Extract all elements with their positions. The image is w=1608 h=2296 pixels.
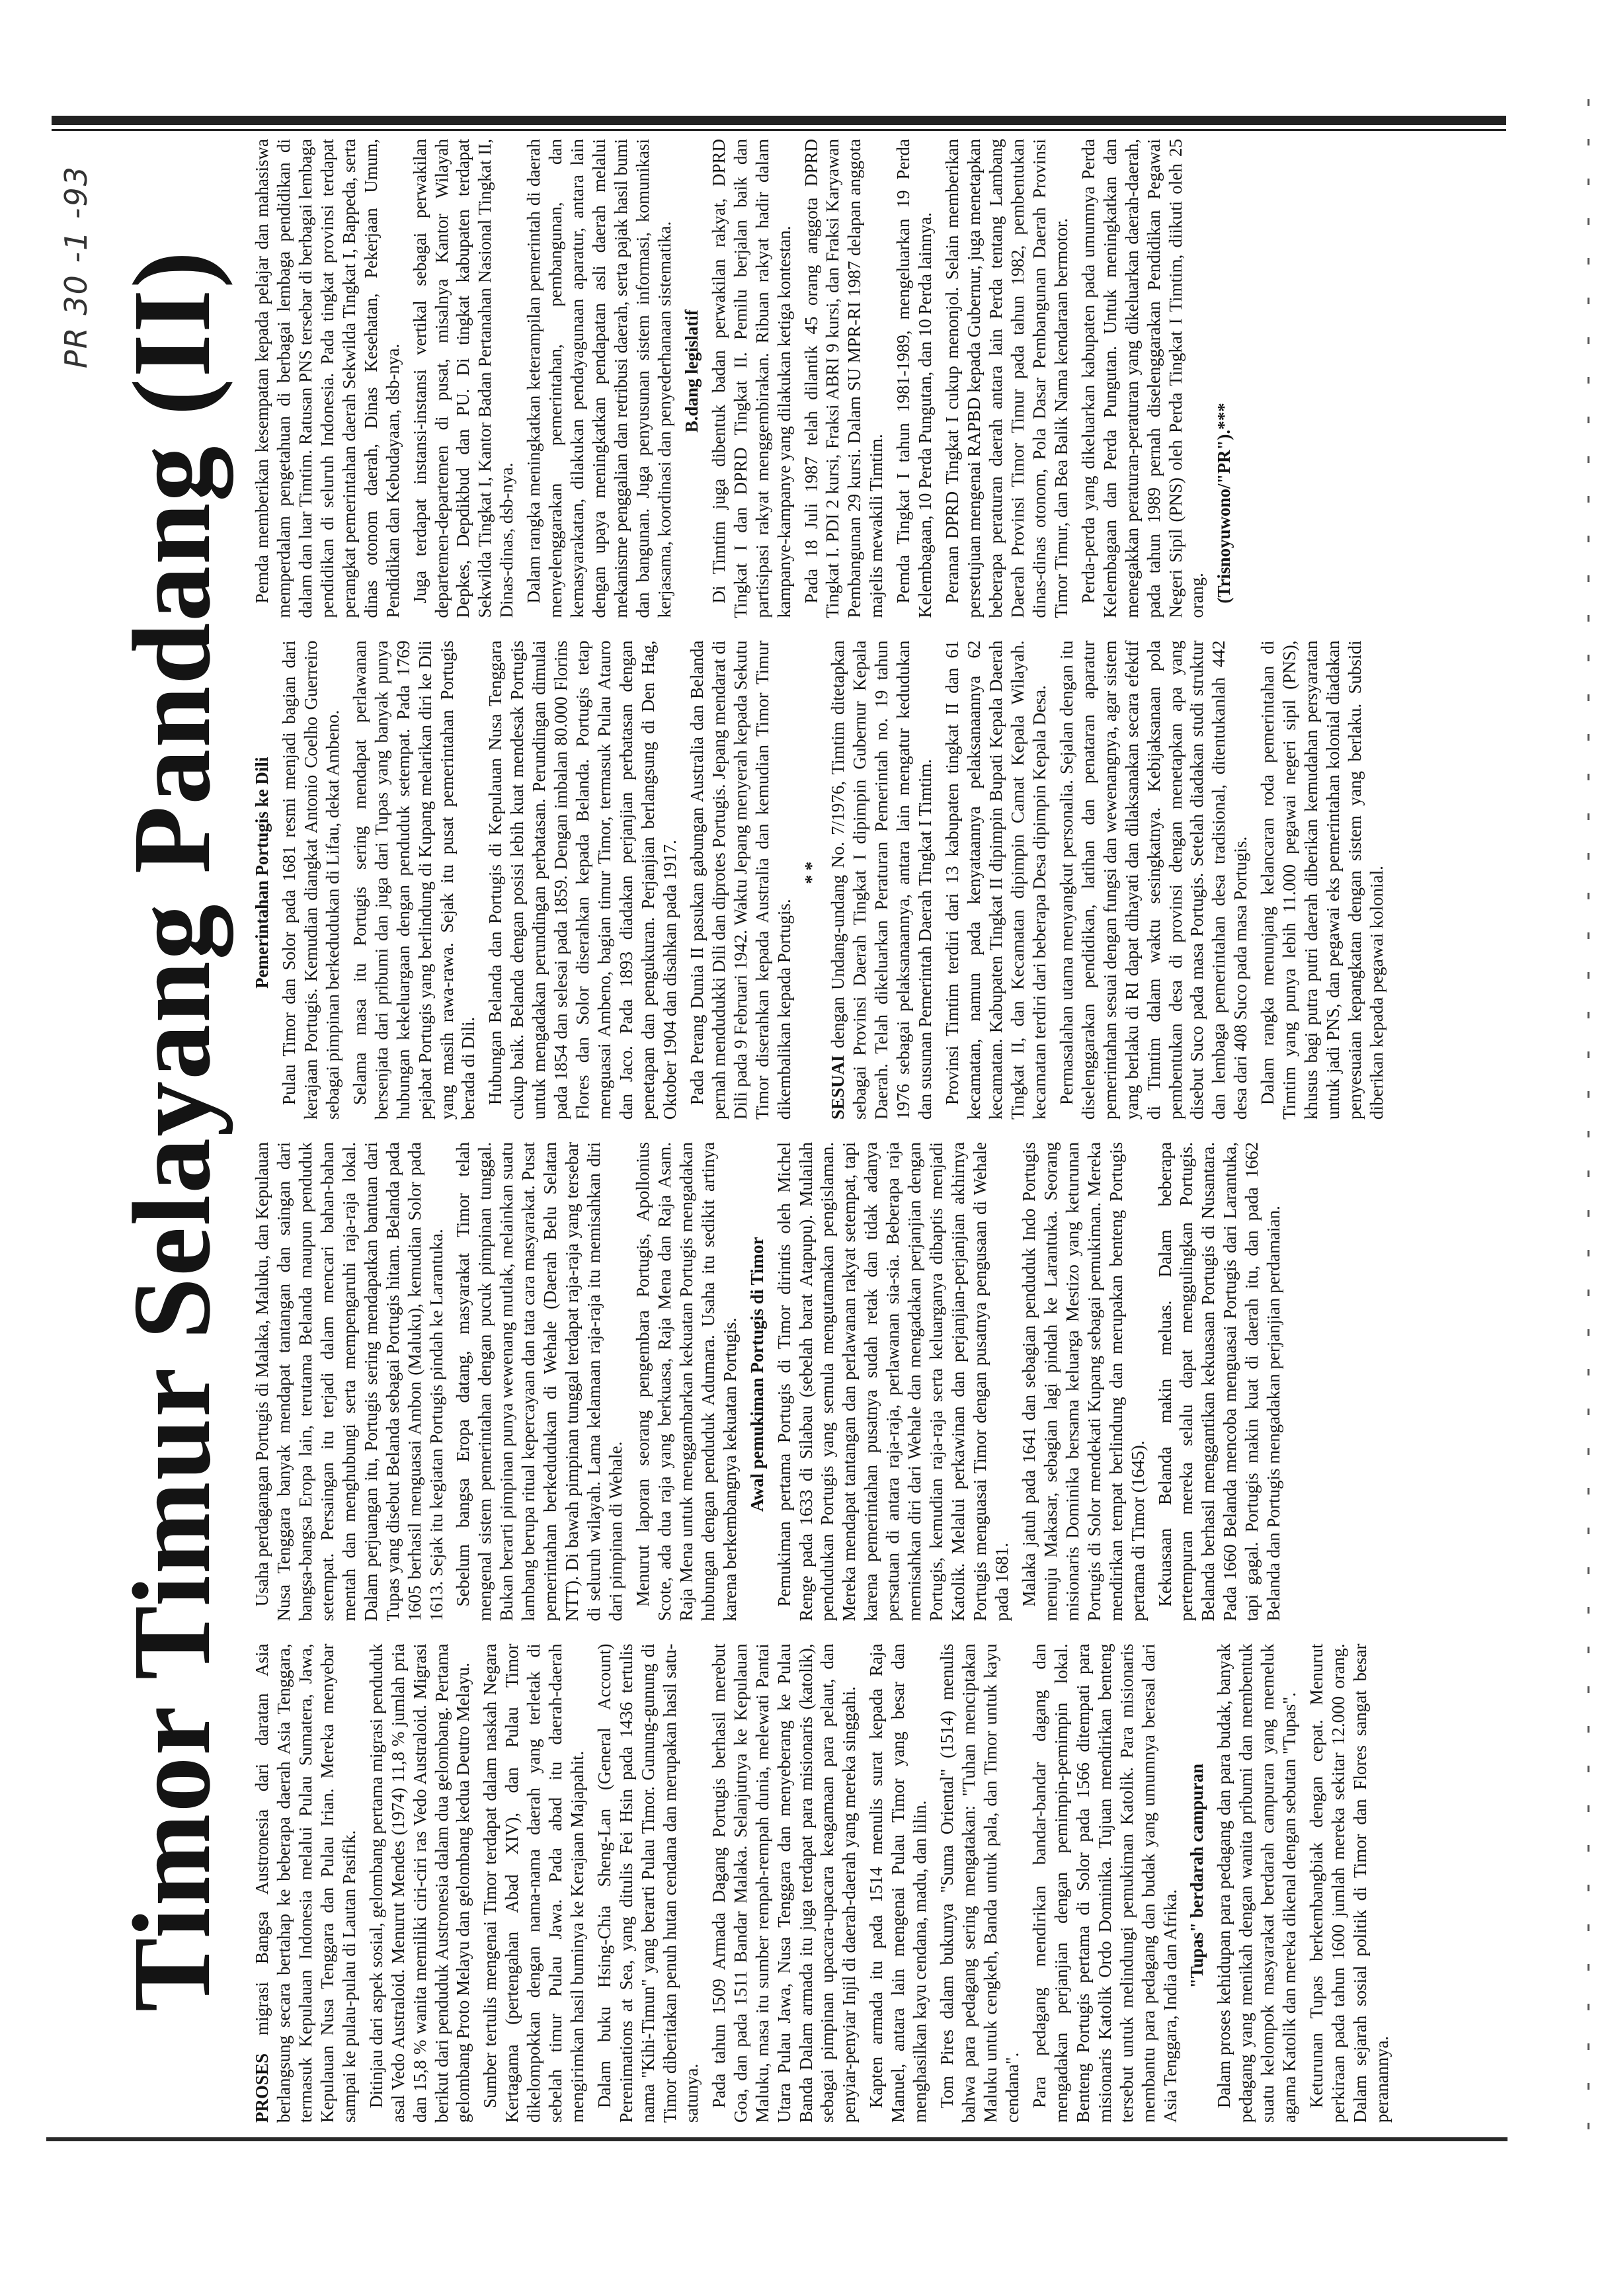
paragraph-text: Selama masa itu Portugis sering mendapat perlawanan bersenjata dari pribumi dan juga dari Tupas yang banyak punya hubungan kekeluargaan dengan penduduk setempat. Pada 1769 pejabat Portugis yang berlindung di Kupang melarikan diri ke Dili yang masih rawa-rawa. Sejak itu pusat pemerintahan Portugis berada di Dili. — [349, 640, 479, 1120]
paragraph — [632, 1142, 741, 1621]
top-rule-thick — [52, 116, 1506, 125]
paragraph — [523, 139, 676, 618]
paragraph — [409, 139, 518, 618]
paragraph — [251, 1644, 360, 2123]
paragraph — [366, 1644, 475, 2123]
paragraph — [827, 641, 936, 1120]
paragraph-text: Dalam proses kehidupan para pedagang dan para budak, banyak pedagang yang menikah dengan wanita pribumi dan membentuk suatu kelompok masyarakat berdarah campuran yang memeluk agama Katolik dan mereka dikenal dengan sebutan "Tupas". — [1214, 1643, 1300, 2123]
paragraph — [942, 641, 1051, 1120]
paragraph-text: Permasalahan utama menyangkut personalia. Sejalan dengan itu diselenggarakan pendidikan, latihan dan penataran aparatur pemerintahan sesuai dengan fungsi dan wewenangnya, agar sistem yang berlaku di RI dapat dihayati dan dilaksanakan secara efektif di Timtim dalam waktu sesingkatnya. Kebijaksanaan pola pembentukan desa di provinsi dengan menetapkan apa yang disebut Suco pada masa Portugis. Setelah diadakan studi struktur dan lembaga pemerintahan desa tradisional, ditentukanlah 442 desa dari 408 Suco pada masa Portugis. — [1056, 640, 1251, 1120]
paragraph-text: Kekuasaan Belanda makin meluas. Dalam beberapa pertempuran mereka selalu dapat menggulingkan Portugis. Belanda berhasil menggantikan kekuasaan Portugis di Nusantara. Pada 1660 Belanda mencoba menguasai Portugis dari Larantuka, tapi gagal. Portugis makin kuat di daerah itu, dan pada 1662 Belanda dan Portugis mengadakan perjanjian perdamaian. — [1154, 1142, 1284, 1621]
paragraph — [251, 139, 404, 618]
section-subhead: Pemerintahan Portugis ke Dili — [252, 757, 272, 989]
rotated-article — [53, 139, 1468, 2123]
paragraph-text: Pada tahun 1509 Armada Dagang Portugis berhasil merebut Goa, dan pada 1511 Bandar Malaka. Selanjutnya ke Kepulauan Maluku, masa itu sumber rempah-rempah dunia, melewati Pantai Utara Pulau Jawa, Nusa Tenggara dan menyeberang ke Pulau Banda Dalam armada itu juga terdapat para misionaris (katolik), sebagai pimpinan upacara-upacara keagamaan para pelaut, dan penyiar-penyiar Injil di daerah-daerah yang mereka singgahi. — [708, 1643, 860, 2123]
paragraph — [251, 1142, 447, 1621]
paragraph — [708, 139, 795, 618]
paragraph-text: Sumber tertulis mengenai Timor terdapat dalam naskah Negara Kertagama (pertengahan Abad XIV), dan Pulau Timor dikelompokkan dengan nama-nama daerah yang terletak di sebelah timur Pulau Jawa. Pada abad itu daerah-daerah mengirimkan hasil buminya ke Kerajaan Majapahit. — [480, 1643, 588, 2123]
paragraph-text: Peranan DPRD Tingkat I cukup menonjol. Selain memberikan persetujuan mengenai RAPBD kepada Gubernur, juga menetapkan beberapa peraturan daerah antara lain Perda tentang Lambang Daerah Provinsi Timor Timur pada tahun 1982, pembentukan dinas-dinas otonom, Pola Dasar Pembangunan Daerah Provinsi Timor Timur, dan Bea Balik Nama kendaraan bermotor. — [942, 139, 1071, 618]
paragraph-text: dengan Undang-undang No. 7/1976, Timtim ditetapkan sebagai Provinsi Daerah Tingkat I dipimpin Gubernur Kepala Daerah. Telah dikeluarkan Peraturan Pemerintah no. 19 tahun 1976 sebagai pelaksanaannya, antara lain mengatur kedudukan dan susunan Pemerintah Daerah Tingkat I Timtim. — [828, 640, 936, 1120]
paragraph — [1029, 1644, 1182, 2123]
section-subhead: B.dang legislatif — [681, 309, 702, 433]
paragraph-text: Para pedagang mendirikan bandar-bandar dagang dan mengadakan perjanjian dengan pemimpin-pemimpin lokal. Benteng Portugis pertama di Solor pada 1566 ditempati para misionaris Katolik Ordo Dominika. Tujuan mendirikan benteng tersebut untuk melindungi pemukiman Katolik. Para misionaris membantu para pedagang dan budak yang umumnya berasal dari Asia Tenggara, India dan Afrika. — [1029, 1643, 1180, 2123]
paragraph — [801, 139, 888, 618]
paragraph-text: Pemda Tingkat I tahun 1981-1989, mengeluarkan 19 Perda Kelembagaan, 10 Perda Pungutan, dan 10 Perda lainnya. — [893, 139, 936, 618]
paragraph-text: Sebelum bangsa Eropa datang, masyarakat Timor telah mengenal sistem pemerintahan dengan pucuk pimpinan tunggal. Bukan berarti pimpinan punya wewenang mutlak, melainkan suatu lambang berupa ritual kepercayaan dan tata cara masyarakat. Pusat pemerintahan berkedudukan di Wehale (Daerah Belu Selatan NTT). Di bawah pimpinan tunggal terdapat raja-raja yang tersebar di seluruh wilayah. Lama kelamaan raja-raja itu memisahkan diri dari pimpinan di Wehale. — [453, 1142, 625, 1621]
paragraph-text: Pemda memberikan kesempatan kepada pelajar dan mahasiswa memperdalam pengetahuan di berbagai lembaga pendidikan di dalam dan luar Timtim. Ratusan PNS tersebar di berbagai lembaga pendidikan di seluruh Indonesia. Pada tingkat provinsi terdapat perangkat pemerintahan daerah Sekwilda Tingkat I, Bappeda, serta dinas otonom daerah, Dinas Kesehatan, Pekerjaan Umum, Pendidikan dan Kebudayaan, dsb-nya. — [252, 139, 403, 618]
paragraph-text: Kapten armada itu pada 1514 menulis surat kepada Raja Manuel, antara lain mengenai Pulau Timor yang besar dan menghasilkan kayu cendana, madu, dan lilin. — [866, 1643, 930, 2123]
paragraph — [1257, 641, 1388, 1120]
paragraph — [1056, 641, 1252, 1120]
paragraph-text: migrasi Bangsa Austronesia dari daratan Asia berlangsung secara bertahap ke beberapa daerah Asia Tenggara, termasuk Kepulauan Indonesia melalui Pulau Sumatera, Jawa, Kepulauan Nusa Tenggara dan Pulau Irian. Mereka menyebar sampai ke pulau-pulau di Lautan Pasifik. — [252, 1643, 359, 2123]
section-subhead: "Tupas" berdarah campuran — [1187, 1763, 1207, 1988]
paragraph-text: Di Timtim juga dibentuk badan perwakilan rakyat, DPRD Tingkat I dan DPRD Tingkat II. Pemilu berjalan baik dan partisipasi rakyat menggembirakan. Ribuan rakyat hadir dalam kampanye-kampanye yang dilakukan ketiga kontestan. — [708, 139, 794, 618]
paragraph-text: Hubungan Belanda dan Portugis di Kepulauan Nusa Tenggara cukup baik. Belanda dengan posisi lebih kuat mendesak Portugis untuk mengadakan perundingan perbatasan. Perundingan dimulai pada 1854 dan selesai pada 1859. Dengan imbalan 80.000 Florins Flores dan Solor diserahkan kepada Belanda. Portugis tetap menguasai Ambeno, bagian timur Timor, termasuk Pulau Atauro dan Jaco. Pada 1893 diadakan perjanjian perbatasan dengan penetapan dan pengukuran. Perjanjian berlangsung di Den Hag, Oktober 1904 dan disahkan pada 1917. — [485, 640, 680, 1120]
paragraph-text: Juga terdapat instansi-instansi vertikal sebagai perwakilan departemen-departemen di pusat, misalnya Kantor Wilayah Depkes, Depdikbud dan PU. Di tingkat kabupaten terdapat Sekwilda Tingkat I, Kantor Badan Pertanahan Nasional Tingkat II, Dinas-dinas, dsb-nya. — [409, 139, 517, 618]
paragraph-text: Menurut laporan seorang pengembara Portugis, Apollonius Scote, ada dua raja yang berkuasa, Raja Mena dan Raja Asam. Raja Mena untuk menggambarkan kekuatan Portugis mengadakan hubungan dengan penduduk Adumara. Usaha itu sedikit artinya karena berkembangnya kekuatan Portugis. — [632, 1142, 740, 1621]
top-rule-thin — [52, 129, 1506, 131]
clip-code: PR 30 -1 -93 — [58, 165, 94, 369]
section-subhead: Awal pemukiman Portugis di Timor — [746, 1237, 767, 1512]
lede-word: PROSES — [252, 2053, 272, 2123]
paragraph — [1154, 1142, 1285, 1621]
section-divider: * * — [801, 861, 821, 884]
paragraph-text: Provinsi Timtim terdiri dari 13 kabupaten tingkat II dan 61 kecamatan, namun pada kenyataannya pelaksanaannya 62 kecamatan. Kabupaten Tingkat II dipimpin Bupati Kepala Daerah Tingkat II, dan Kecamatan dipimpin Camat Kepala Wilayah. kecamatan terdiri dari beberapa Desa dipimpin Kepala Desa. — [942, 640, 1049, 1120]
paragraph-text: Perda-perda yang dikeluarkan kabupaten pada umumnya Perda Kelembagaan dan Perda Pungutan. Untuk meningkatkan dan menegakkan peraturan-peraturan yang dikeluarkan daerah-daerah, pada tahun 1989 pernah diselenggarakan Pendidikan Pegawai Negeri Sipil (PNS) oleh Perda Tingkat I Timtim, diikuti oleh 25 orang. — [1078, 139, 1207, 618]
paragraph-text: Pulau Timor dan Solor pada 1681 resmi menjadi bagian dari kerajaan Portugis. Kemudian diangkat Antonio Coelho Guerreiro sebagai pimpinan berkedudukan di Lifau, dekat Ambeno. — [278, 640, 342, 1120]
paragraph — [686, 641, 795, 1120]
paragraph-text: Dalam rangka menunjang kelancaran roda pemerintahan di Timtim yang punya lebih 11.000 pegawai negeri sipil (PNS), khusus bagi putra putri daerah diberikan kemudahan persyaratan untuk jadi PNS, dan pegawai eks pemerintahan kolonial diadakan penyesuaian kepangkatan dengan sistem yang berlaku. Subsidi diberikan kepada pegawai kolonial. — [1258, 640, 1387, 1120]
paragraph — [1018, 1142, 1149, 1621]
paragraph — [942, 139, 1072, 618]
paragraph-text: Pemukiman pertama Portugis di Timor dirintis oleh Michel Renge pada 1633 di Silabau (sebelah barat Atapupu). Mulailah pendudukan Portugis yang semula mengutamakan pengislaman. Mereka mendapat tantangan dan perlawanan rakyat setempat, tapi karena pemerintahan pusatnya sudah retak dan tidak adanya persatuan di antara raja-raja, perlawanan sia-sia. Beberapa raja memisahkan diri dari Wehale dan mengadakan perjanjian dengan Portugis, kemudian raja-raja serta keluarganya dibaptis menjadi Katolik. Melalui perkawinan dan perjanjian-perjanjian akhirnya Portugis menguasai Timor dengan pusatnya pengusaan di Wehale pada 1681. — [774, 1142, 1012, 1621]
bottom-rule — [46, 2137, 1508, 2141]
article-body — [251, 139, 1455, 2123]
paragraph-text: Usaha perdagangan Portugis di Malaka, Maluku, dan Kepulauan Nusa Tenggara banyak mendapat tantangan dan saingan dari bangsa-bangsa Eropa lain, terutama Belanda maupun penduduk setempat. Persaingan itu terjadi dalam mencari bahan-bahan mentah dan menghubungi serta mempengaruhi raja-raja lokal. Dalam perjuangan itu, Portugis sering mendapatkan bantuan dari Tupas yang disebut Belanda sebagai Portugis hitam. Belanda pada 1605 berhasil menguasai Ambon (Maluku), kemudian Solor pada 1613. Sejak itu kegiatan Portugis pindah ke Larantuka. — [252, 1142, 446, 1621]
paragraph-text: Malaka jatuh pada 1641 dan sebagian penduduk Indo Portugis menuju Makasar, sebagian lagi pindah ke Larantuka. Seorang misionaris Dominika bersama keluarga Mestizo yang keturunan Portugis di Solor mendekati Kupang sebagai pemukiman. Mereka mendirikan tempat berlindung dan merupakan benteng Portugis pertama di Timor (1645). — [1018, 1142, 1148, 1621]
column-4 — [251, 139, 1455, 618]
byline: (Trisnoyuwono/"PR").*** — [1214, 403, 1234, 604]
right-margin-dots — [1588, 99, 1589, 2149]
paragraph — [865, 1644, 931, 2123]
paragraph-text: Keturunan Tupas berkembangbiak dengan cepat. Menurut perkiraan pada tahun 1600 jumlah mereka sekitar 12.000 orang. Dalam sejarah sosial politik di Timor dan Flores sangat besar peranannya. — [1306, 1643, 1392, 2123]
paragraph — [278, 641, 344, 1120]
paragraph — [936, 1644, 1024, 2123]
column-2 — [251, 1142, 1455, 1621]
paragraph-text: Ditinjau dari aspek sosial, gelombang pertama migrasi penduduk asal Vedo Australoid. Menurut Mendes (1974) 11,8 % jumlah pria dan 15,8 % wanita memiliki ciri-ciri ras Vedo Australoid. Migrasi berikut dari penduduk Austronesia dalam dua gelombang. Pertama gelombang Proto Melayu dan gelombang kedua Deutro Melayu. — [366, 1643, 473, 2123]
paragraph-text: Pada Perang Dunia II pasukan gabungan Australia dan Belanda pernah mendudukki Dili dan diprotes Portugis. Jepang mendarat di Dili pada 9 Februari 1942. Waktu Jepang menyerah kepada Sekutu Timor diserahkan kepada Australia dan kemudian Timor Timur dikembalikan kepada Portugis. — [686, 640, 794, 1120]
paragraph-text: Pada 18 Juli 1987 telah dilantik 45 orang anggota DPRD Tingkat I. PDI 2 kursi, Fraksi ABRI 9 kursi, dan Fraksi Karyawan Pembangunan 29 kursi. Dalam SU MPR-RI 1987 delapan anggota majelis mewakili Timtim. — [801, 139, 887, 618]
paragraph — [485, 641, 680, 1120]
paragraph — [594, 1644, 703, 2123]
paragraph — [1306, 1644, 1393, 2123]
headline: Timor Timur Selayang Pandang (II) — [110, 249, 233, 2012]
paragraph — [893, 139, 936, 618]
paragraph — [1213, 1644, 1301, 2123]
paragraph — [349, 641, 480, 1120]
paragraph-text: Tom Pires dalam bukunya "Suma Oriental" (1514) menulis bahwa para pedagang sering mengatakan: "Tuhan menciptakan Maluku untuk cengkeh, Banda untuk pala, dan Timor untuk kayu cendana". — [937, 1643, 1022, 2123]
paragraph-text: Dalam rangka meningkatkan keterampilan pemerintah di daerah menyelenggarakan pemerintahan, pembangunan, dan kemasyarakatan, dilakukan pendayagunaan aparatur, antara lain dengan upaya meningkatkan pendapatan asli daerah melalui mekanisme penggalian dan retribusi daerah, serta pajak hasil bumi dan bangunan. Juga penyusunan sistem informasi, komunikasi kerjasama, koordinasi dan penyederhanaan sistematika. — [524, 139, 674, 618]
paragraph — [774, 1142, 1013, 1621]
paragraph — [708, 1644, 861, 2123]
paragraph — [452, 1142, 627, 1621]
column-3 — [251, 641, 1455, 1120]
lede-word: SESUAI — [828, 1055, 848, 1120]
paragraph — [1078, 139, 1209, 618]
column-1 — [251, 1644, 1455, 2123]
paragraph-text: Dalam buku Hsing-Chia Sheng-Lan (General Account) Perenimations at Sea, yang ditulis Fei Hsin pada 1436 tertulis nama "Kihi-Timun" yang berarti Pulau Timor. Gunung-gunung di Timor diberitakan penuh hutan cendana dan merupakan hasil satu-satunya. — [594, 1643, 702, 2123]
paragraph — [479, 1644, 588, 2123]
